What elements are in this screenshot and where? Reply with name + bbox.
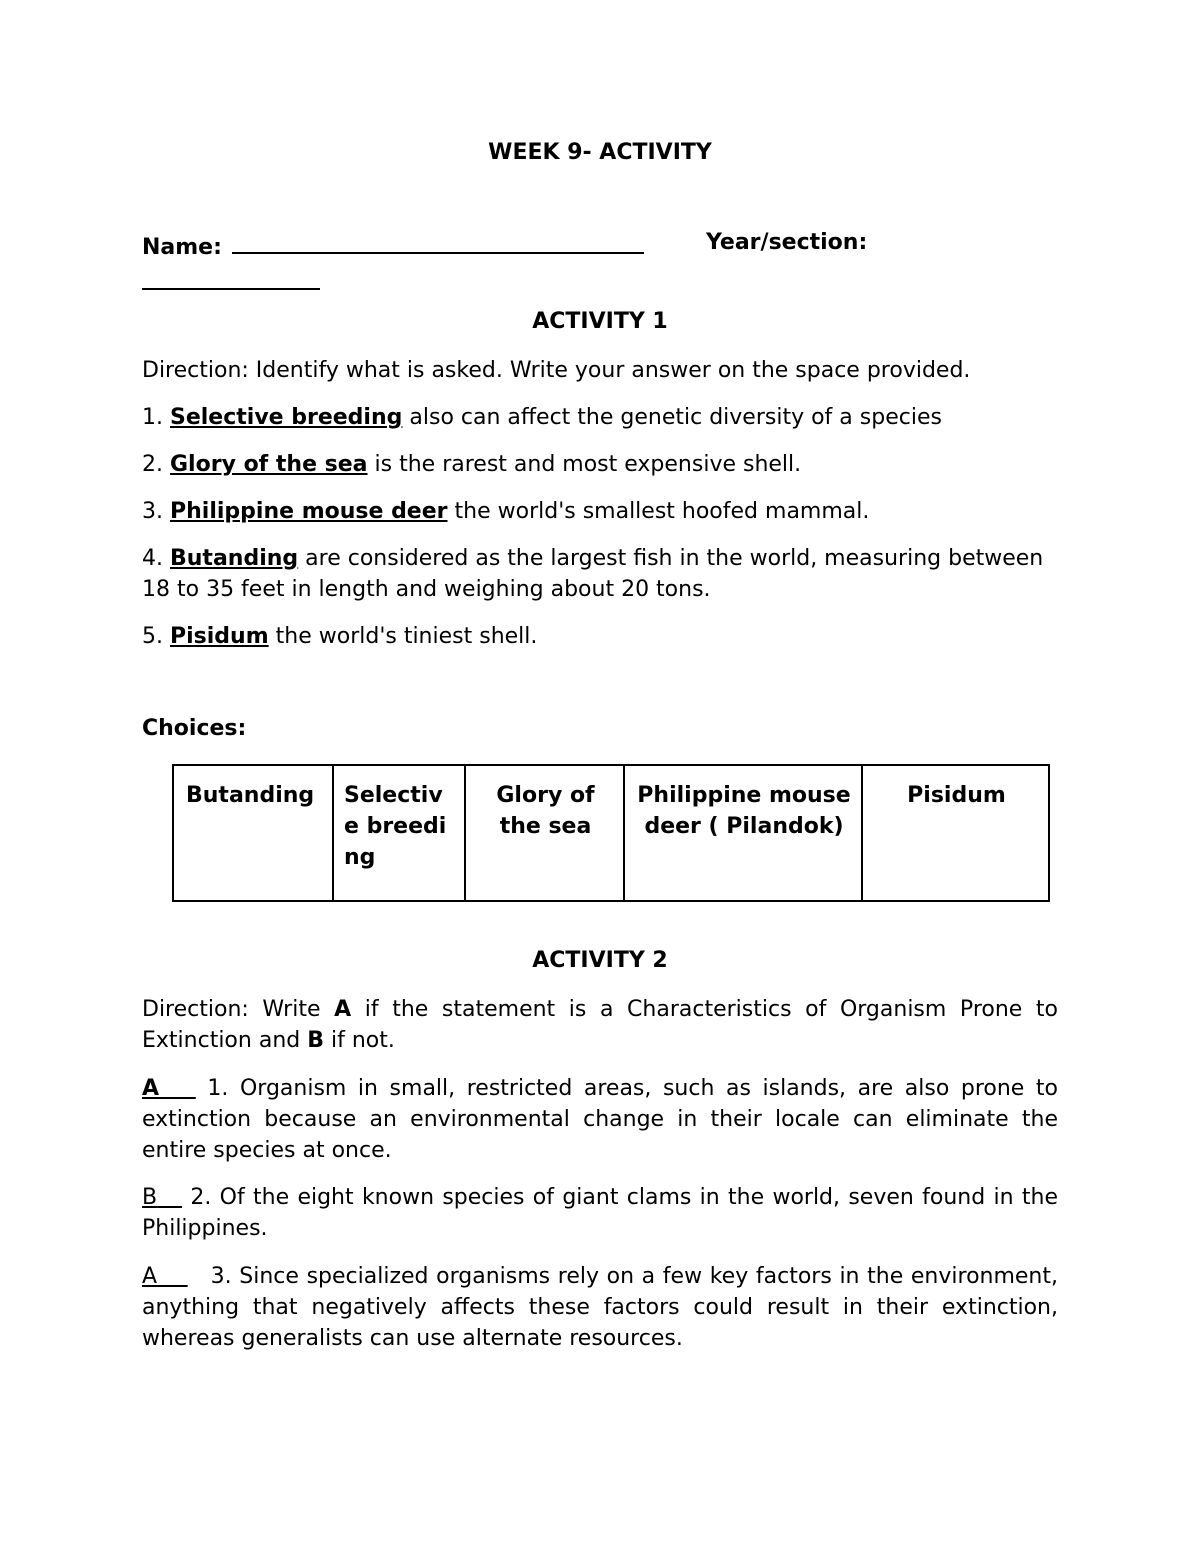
activity1-item: [142, 449, 1058, 480]
choice-cell: Pisidum: [862, 765, 1049, 901]
activity1-heading: ACTIVITY 1: [532, 309, 668, 334]
item-text: the world's smallest hoofed mammal.: [454, 499, 870, 524]
name-blank-line: [232, 230, 644, 254]
activity1-item: [142, 543, 1058, 605]
direction-option-b: B: [307, 1028, 325, 1053]
item-number: 4.: [142, 546, 163, 571]
item-text: the world's tiniest shell.: [275, 624, 538, 649]
item-number: 5.: [142, 624, 163, 649]
choice-cell: Philippine mouse deer ( Pilandok): [624, 765, 862, 901]
direction-text: if the statement is a Characteristics of Organism Prone to Extinction and: [142, 997, 1059, 1053]
choice-cell: Butanding: [173, 765, 333, 901]
item-answer: Glory of the sea: [170, 452, 368, 477]
item-text: Organism in small, restricted areas, such as islands, are also prone to extinction because an environmental change in their locale can eliminate the entire species at once.: [142, 1076, 1059, 1163]
item-answer: A: [142, 1076, 160, 1101]
activity2-item: [142, 1182, 1058, 1244]
activity2-heading: ACTIVITY 2: [532, 948, 668, 973]
year-section-label: Year/section:: [706, 230, 868, 255]
direction-option-a: A: [334, 997, 352, 1022]
item-text: Of the eight known species of giant clams in the world, seven found in the Philippines.: [142, 1185, 1058, 1241]
activity1-item: [142, 621, 1058, 652]
item-number: 3.: [210, 1264, 232, 1289]
page-title: WEEK 9- ACTIVITY: [488, 140, 712, 165]
activity1-direction: Direction: Identify what is asked. Write your answer on the space provided.: [142, 358, 971, 383]
activity2-item: [142, 1261, 1058, 1354]
item-text: also can affect the genetic diversity of a species: [409, 405, 942, 430]
activity2-item: [142, 1073, 1058, 1166]
name-label: Name:: [142, 235, 222, 260]
table-row: [173, 765, 1049, 901]
name-row: [142, 230, 644, 260]
activity2-direction: [142, 994, 1058, 1056]
item-number: 1.: [207, 1076, 229, 1101]
item-text: is the rarest and most expensive shell.: [374, 452, 802, 477]
choices-table: [172, 764, 1050, 902]
item-text: are considered as the largest fish in the world, measuring between 18 to 35 feet in length and weighing about 20 tons.: [142, 546, 1044, 602]
item-text: Since specialized organisms rely on a few key factors in the environment, anything that negatively affects these factors could result in their extinction, whereas generalists can use alternate resources.: [142, 1264, 1058, 1351]
item-answer: B: [142, 1185, 158, 1210]
item-number: 1.: [142, 405, 163, 430]
activity1-item: [142, 402, 1058, 433]
direction-text: Direction: Write: [142, 997, 321, 1022]
year-section-blank-line: [142, 272, 320, 290]
choice-cell: Selective breeding: [333, 765, 465, 901]
item-answer: Selective breeding: [170, 405, 403, 430]
choice-cell: Glory of the sea: [465, 765, 624, 901]
item-answer: Butanding: [170, 546, 299, 571]
item-number: 2.: [142, 452, 163, 477]
activity1-item: [142, 496, 1058, 527]
direction-text: if not.: [331, 1028, 395, 1053]
choices-label: Choices:: [142, 716, 247, 741]
item-number: 2.: [190, 1185, 212, 1210]
item-answer: Philippine mouse deer: [170, 499, 448, 524]
item-answer: A: [142, 1264, 158, 1289]
item-answer: Pisidum: [170, 624, 269, 649]
item-number: 3.: [142, 499, 163, 524]
